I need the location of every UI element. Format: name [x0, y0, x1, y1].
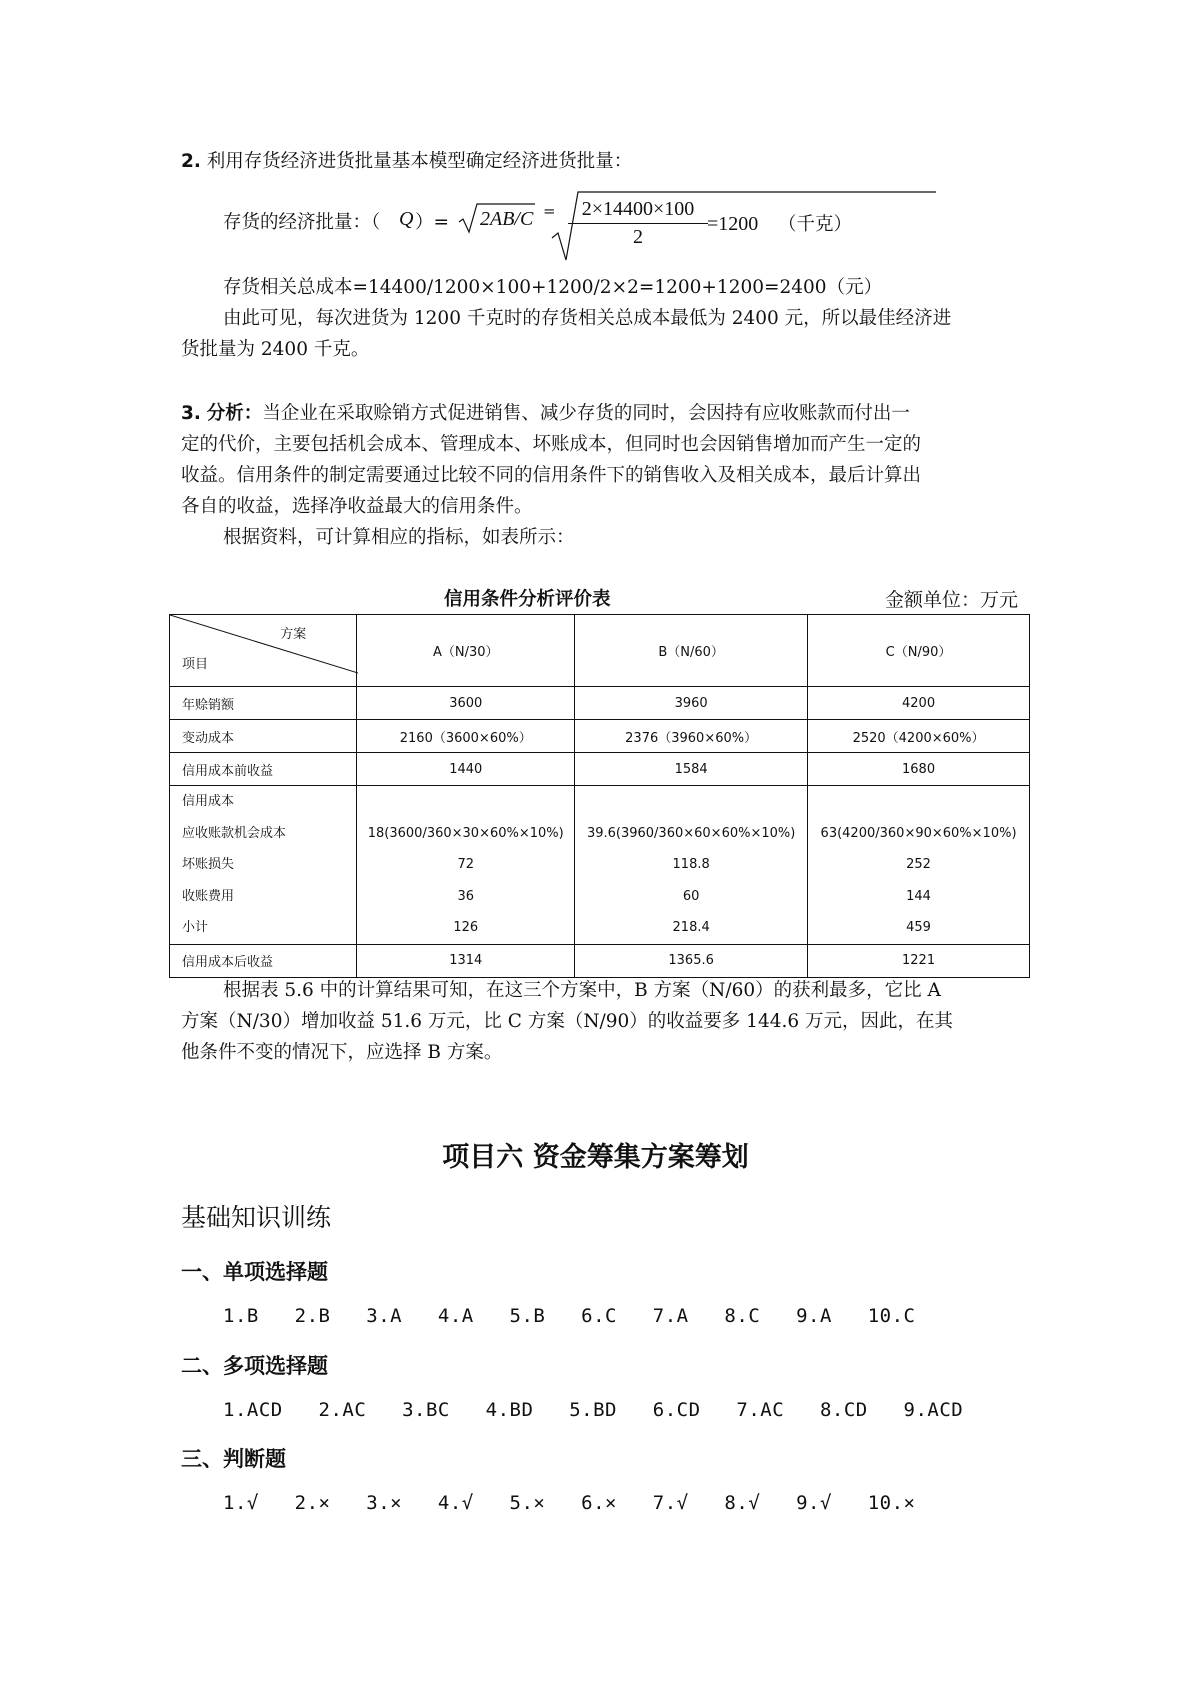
table-unit: 金额单位：万元 — [884, 589, 1018, 611]
table-cell: 3960 — [575, 687, 808, 720]
group-value — [575, 786, 807, 818]
group-values-b — [575, 786, 808, 945]
table-cell: 2376（3960×60%） — [575, 720, 808, 753]
judge-answers: 1.√ 2.× 3.× 4.√ 5.× 6.× 7.√ 8.√ 9.√ 10.× — [223, 1492, 916, 1514]
section3-paragraph-line-2: 定的代价，主要包括机会成本、管理成本、坏账成本，但同时也会因销售增加而产生一定的 — [181, 434, 922, 455]
formula-eq1: ）= — [415, 212, 450, 233]
project-subtitle: 基础知识训练 — [181, 1203, 332, 1232]
table-cell: 1314 — [357, 944, 575, 977]
group-value: 36 — [457, 888, 475, 904]
formula-numerator: 2×14400×100 — [568, 198, 708, 224]
group-value — [357, 786, 574, 818]
table-row — [170, 720, 1030, 753]
section2-heading-text: 利用存货经济进货批量基本模型确定经济进货批量： — [206, 151, 633, 172]
group-label: 小计 — [182, 920, 209, 935]
section2-number: 2. — [181, 151, 201, 172]
multi-choice-answers: 1.ACD 2.AC 3.BC 4.BD 5.BD 6.CD 7.AC 8.CD 9.ACD — [223, 1399, 964, 1421]
table-row — [170, 687, 1030, 720]
row-label: 信用成本前收益 — [170, 753, 357, 786]
column-header: C（N/90） — [808, 615, 1030, 687]
section3-paragraph-line-1 — [181, 398, 1021, 429]
section2-heading — [181, 146, 1021, 177]
section3-paragraph-line-3: 收益。信用条件的制定需要通过比较不同的信用条件下的销售收入及相关成本，最后计算出 — [181, 465, 922, 486]
table-row-credit-cost-group — [170, 786, 1030, 945]
row-label: 变动成本 — [170, 720, 357, 753]
single-choice-heading: 一、单项选择题 — [181, 1260, 328, 1284]
column-header: A（N/30） — [357, 615, 575, 687]
table-cell: 2520（4200×60%） — [808, 720, 1030, 753]
group-value: 39.6(3960/360×60×60%×10%) — [586, 825, 796, 841]
formula-label: 存货的经济批量：（ — [223, 212, 381, 233]
section3-text-1: 当企业在采取赊销方式促进销售、减少存货的同时，会因持有应收账款而付出一 — [262, 403, 910, 424]
formula-unit: （千克） — [778, 214, 853, 235]
group-value: 118.8 — [672, 857, 710, 872]
after-table-line-2: 方案（N/30）增加收益 51.6 万元，比 C 方案（N/90）的收益要多 144.6 万元，因此，在其 — [181, 1011, 954, 1032]
table-cell: 1680 — [808, 753, 1030, 786]
section3-number: 3. — [181, 403, 201, 424]
group-value: 60 — [682, 888, 700, 904]
diagonal-line — [170, 615, 358, 686]
cost-line: 存货相关总成本=14400/1200×100+1200/2×2=1200+1200=2400（元） — [223, 277, 883, 298]
group-value — [808, 786, 1029, 818]
group-label: 应收账款机会成本 — [182, 825, 287, 841]
table-cell: 1365.6 — [575, 944, 808, 977]
after-table-line-1: 根据表 5.6 中的计算结果可知，在这三个方案中，B 方案（N/60）的获利最多，它比 A — [223, 980, 941, 1001]
credit-terms-table — [169, 614, 1030, 978]
group-value: 144 — [906, 888, 931, 904]
table-caption: 信用条件分析评价表 — [444, 589, 611, 610]
table-cell: 1221 — [808, 944, 1030, 977]
group-value: 126 — [453, 920, 479, 935]
group-values-c — [808, 786, 1030, 945]
group-value: 252 — [906, 857, 931, 872]
group-value: 63(4200/360×90×60%×10%) — [820, 825, 1017, 841]
corner-top-label: 方案 — [280, 627, 307, 642]
table-header-row — [170, 615, 1030, 687]
group-value: 459 — [906, 920, 931, 935]
table-cell: 4200 — [808, 687, 1030, 720]
table-row — [170, 944, 1030, 977]
formula-q: Q — [399, 208, 414, 230]
formula-denominator: 2 — [633, 226, 643, 248]
column-header: B（N/60） — [575, 615, 808, 687]
group-values-a — [357, 786, 575, 945]
section3-label: 分析： — [206, 403, 263, 424]
project-title: 项目六 资金筹集方案筹划 — [442, 1142, 749, 1173]
formula-sqrt-inner: 2AB/C — [480, 208, 534, 230]
formula-result: =1200 — [707, 213, 759, 235]
row-label: 年赊销额 — [170, 687, 357, 720]
formula-eq2: = — [543, 202, 556, 220]
table-cell: 2160（3600×60%） — [357, 720, 575, 753]
table-cell: 3600 — [357, 687, 575, 720]
section3-paragraph-line-4: 各自的收益，选择净收益最大的信用条件。 — [181, 496, 533, 517]
group-label: 坏账损失 — [182, 857, 235, 872]
table-cell: 1584 — [575, 753, 808, 786]
table-row — [170, 753, 1030, 786]
table-caption-bar — [169, 585, 1030, 611]
group-value: 18(3600/360×30×60%×10%) — [367, 825, 564, 841]
conclusion-line-1: 由此可见，每次进货为 1200 千克时的存货相关总成本最低为 2400 元，所以最佳经济进 — [223, 308, 952, 329]
group-label: 收账费用 — [182, 888, 235, 904]
group-label: 信用成本 — [182, 794, 235, 809]
judge-heading: 三、判断题 — [181, 1447, 286, 1471]
multi-choice-heading: 二、多项选择题 — [181, 1354, 328, 1378]
single-choice-answers: 1.B 2.B 3.A 4.A 5.B 6.C 7.A 8.C 9.A 10.C — [223, 1305, 916, 1327]
group-value: 218.4 — [672, 920, 710, 935]
after-table-line-3: 他条件不变的情况下，应选择 B 方案。 — [181, 1042, 503, 1063]
group-value: 72 — [457, 857, 475, 872]
table-cell: 1440 — [357, 753, 575, 786]
formula-fraction — [568, 198, 708, 249]
table-corner-cell — [170, 615, 357, 687]
row-label: 信用成本后收益 — [170, 944, 357, 977]
section3-paragraph-2: 根据资料，可计算相应的指标，如表所示： — [223, 527, 575, 548]
conclusion-line-2: 货批量为 2400 千克。 — [181, 339, 370, 360]
group-labels-cell — [170, 786, 357, 945]
corner-bottom-label: 项目 — [182, 657, 209, 672]
